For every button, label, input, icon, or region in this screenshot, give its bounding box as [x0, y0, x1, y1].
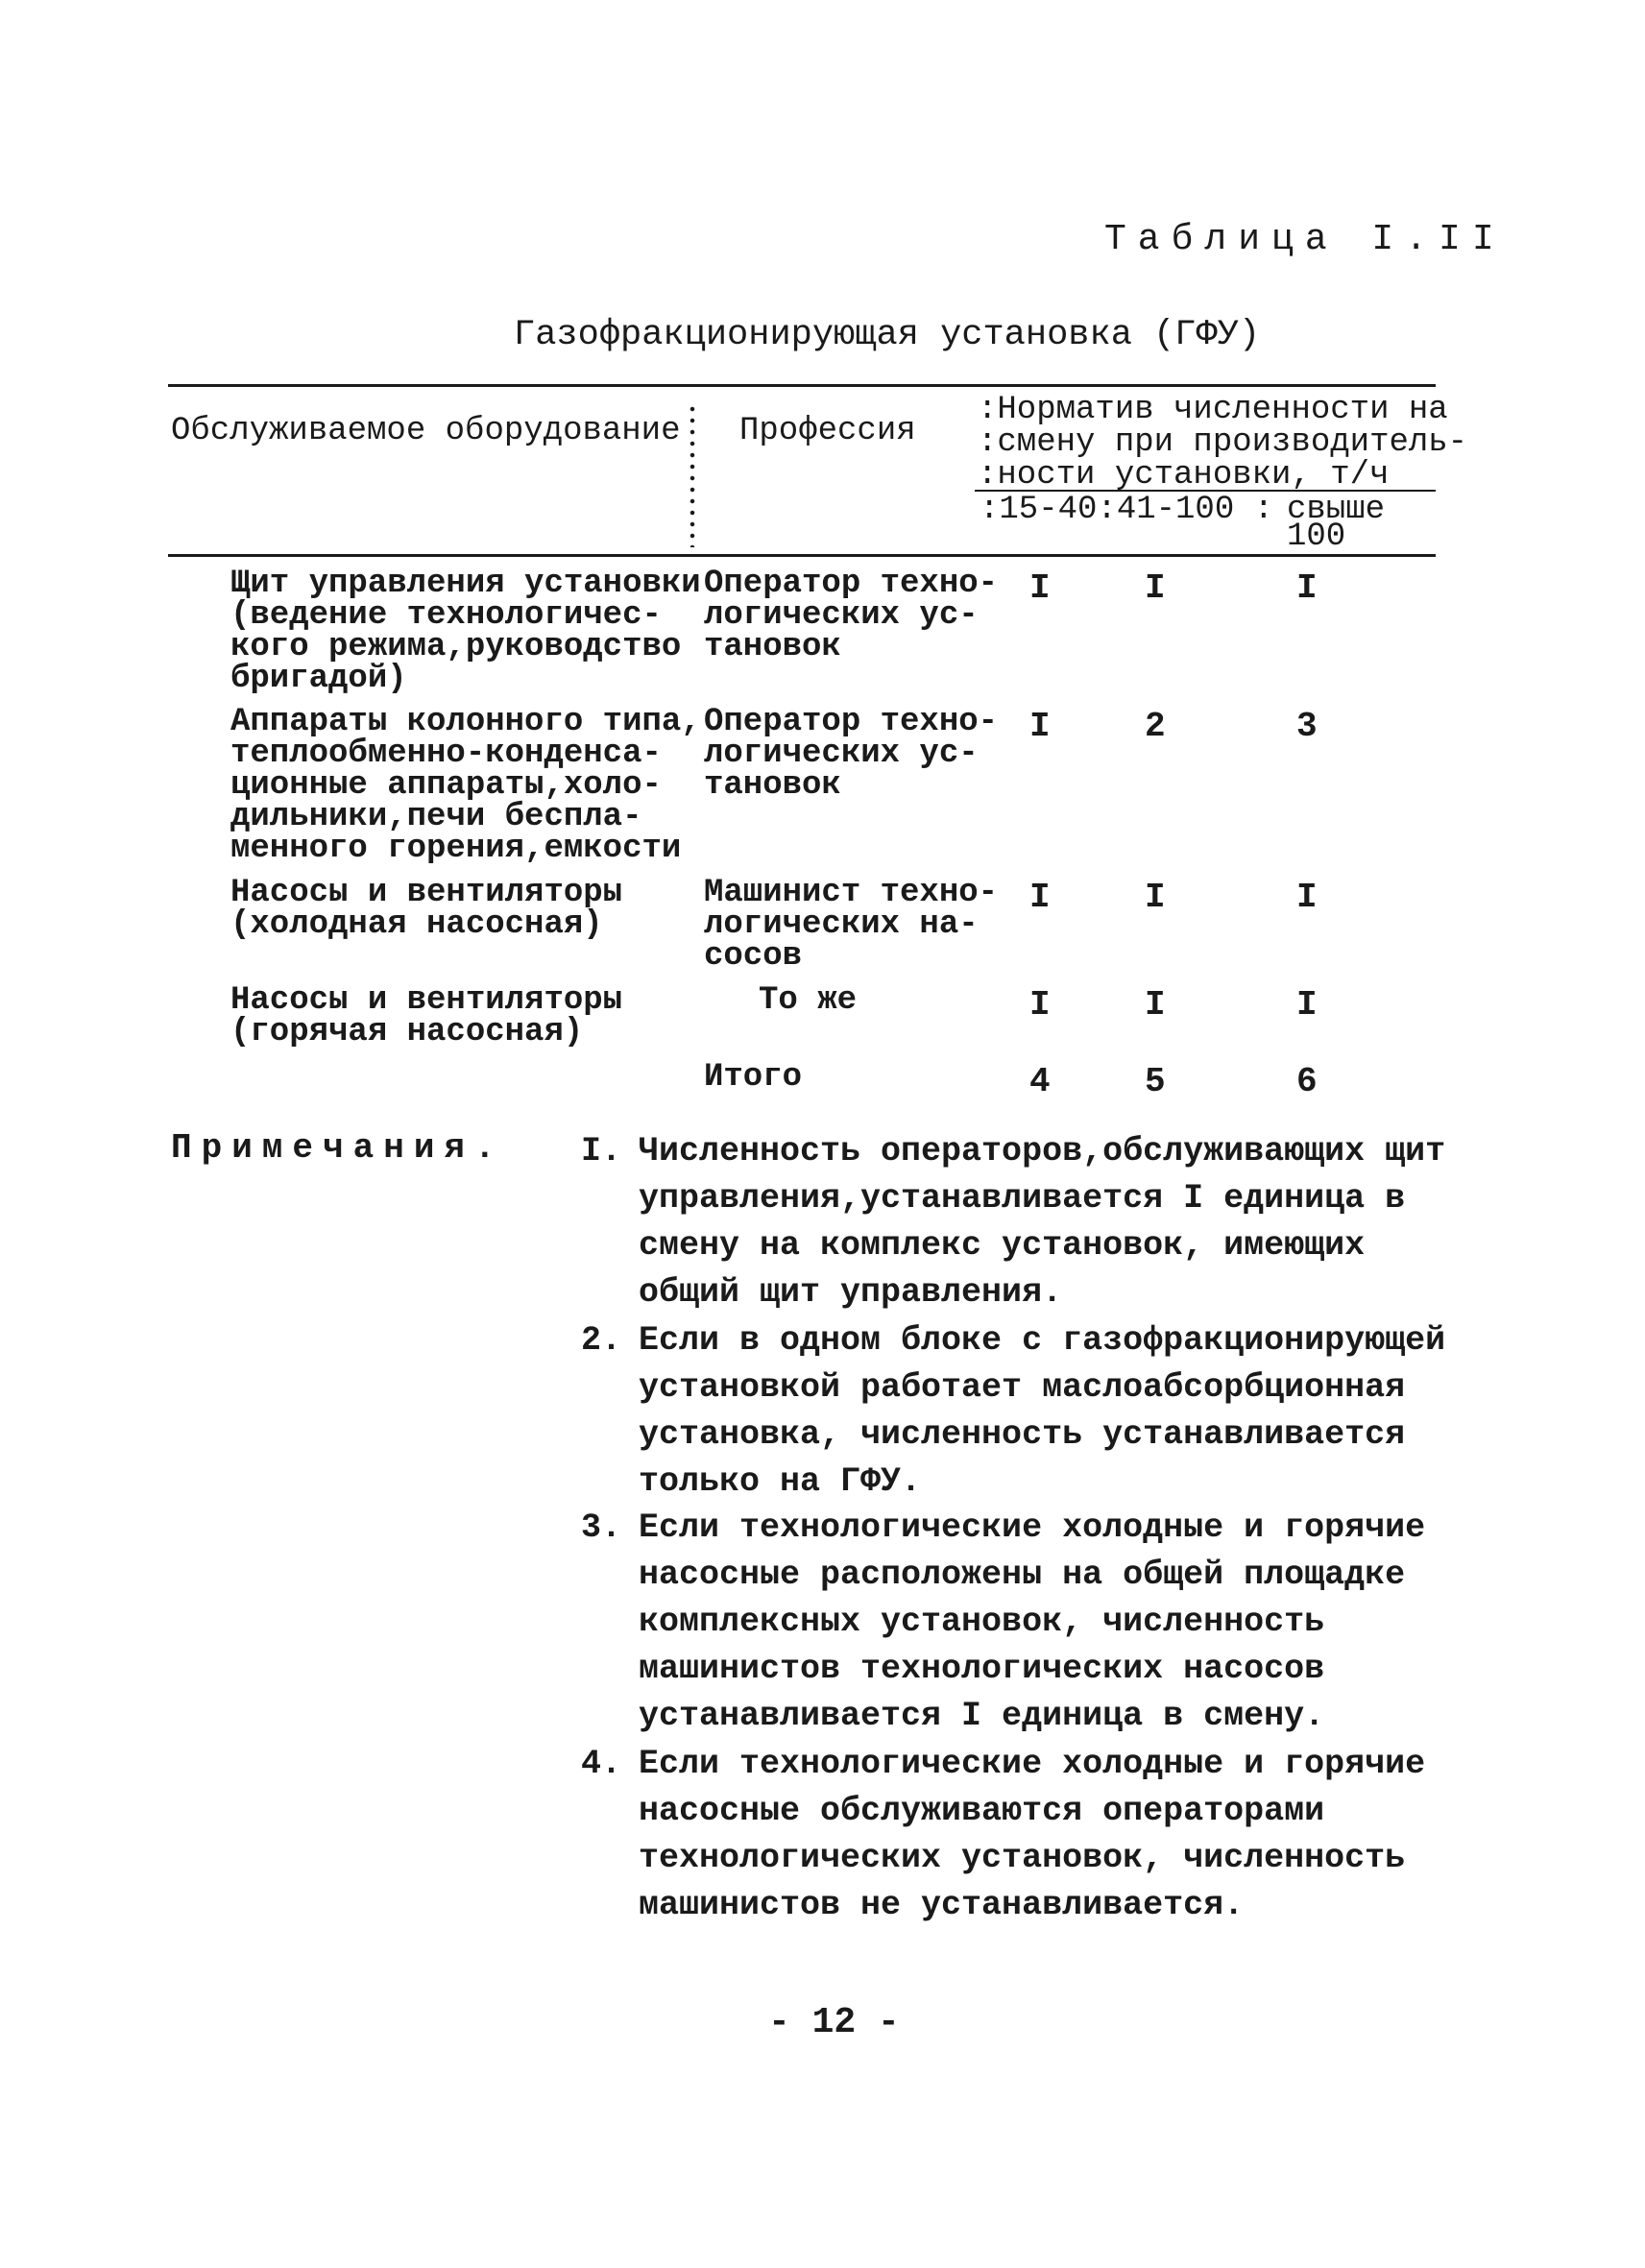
row-3-value-2: I — [1145, 878, 1166, 917]
header-profession: Профессия — [739, 413, 916, 449]
row-2-equipment: Аппараты колонного типа, теплообменно-конденса- ционные аппараты,холо- дильники,печи беспла- менного горения,емкости — [230, 704, 701, 867]
note-number: I. — [581, 1132, 622, 1170]
header-equipment: Обслуживаемое оборудование — [171, 413, 681, 449]
header-capacity-above: свыше — [1287, 492, 1386, 528]
row-1-value-2: I — [1145, 568, 1166, 608]
row-3-equipment: Насосы и вентиляторы (холодная насосная) — [230, 875, 623, 943]
note-item — [581, 1317, 1464, 1506]
row-3-value-3: I — [1296, 878, 1318, 917]
note-number: 4. — [581, 1745, 622, 1783]
row-4-value-2: I — [1145, 985, 1166, 1025]
row-1-equipment: Щит управления установки (ведение технологичес- кого режима,руководство бригадой) — [230, 566, 701, 697]
table-top-rule — [168, 384, 1436, 387]
note-item — [581, 1741, 1464, 1929]
row-4-profession: То же — [759, 982, 858, 1019]
row-2-profession: Оператор техно- логических ус- тановок — [704, 704, 999, 804]
row-2-value-3: 3 — [1296, 707, 1318, 746]
row-3-profession: Машинист техно- логических на- сосов — [704, 875, 999, 975]
note-text: Если технологические холодные и горячие насосные обслуживаются операторами технологических установок, численность машинистов не устанавливается. — [639, 1745, 1426, 1924]
table-header-rule — [168, 554, 1436, 557]
column-separator — [689, 403, 695, 547]
row-1-profession: Оператор техно- логических ус- тановок — [704, 566, 999, 665]
notes-label: Примечания. — [171, 1128, 505, 1168]
note-text: Если в одном блоке с газофракционирующей установкой работает маслоабсорбционная установка, численность устанавливается только на ГФУ. — [639, 1321, 1446, 1501]
total-value-1: 4 — [1029, 1062, 1051, 1101]
row-3-value-1: I — [1029, 878, 1051, 917]
table-label: Таблица I.II — [1104, 219, 1506, 260]
row-4-value-1: I — [1029, 985, 1051, 1025]
note-item — [581, 1128, 1464, 1316]
row-2-value-1: I — [1029, 707, 1051, 746]
row-2-value-2: 2 — [1145, 707, 1166, 746]
header-norm: :Норматив численности на :смену при производитель- :ности установки, т/ч — [978, 392, 1468, 494]
row-4-value-3: I — [1296, 985, 1318, 1025]
note-number: 3. — [581, 1508, 622, 1547]
header-capacity-ranges: :15-40:41-100 : — [980, 492, 1274, 528]
total-value-3: 6 — [1296, 1062, 1318, 1101]
note-text: Если технологические холодные и горячие насосные расположены на общей площадке комплексных установок, численность машинистов технологических насосов устанавливается I единица в смену. — [639, 1508, 1426, 1735]
note-item — [581, 1505, 1464, 1740]
total-value-2: 5 — [1145, 1062, 1166, 1101]
note-number: 2. — [581, 1321, 622, 1360]
page-number: - 12 - — [768, 2002, 900, 2043]
row-4-equipment: Насосы и вентиляторы (горячая насосная) — [230, 982, 623, 1050]
total-label: Итого — [704, 1059, 803, 1096]
header-capacity-above-value: 100 — [1287, 519, 1346, 555]
table-title: Газофракционирующая установка (ГФУ) — [514, 315, 1261, 355]
row-1-value-1: I — [1029, 568, 1051, 608]
note-text: Численность операторов,обслуживающих щит управления,устанавливается I единица в смену на комплекс установок, имеющих общий щит управления. — [639, 1132, 1446, 1312]
row-1-value-3: I — [1296, 568, 1318, 608]
